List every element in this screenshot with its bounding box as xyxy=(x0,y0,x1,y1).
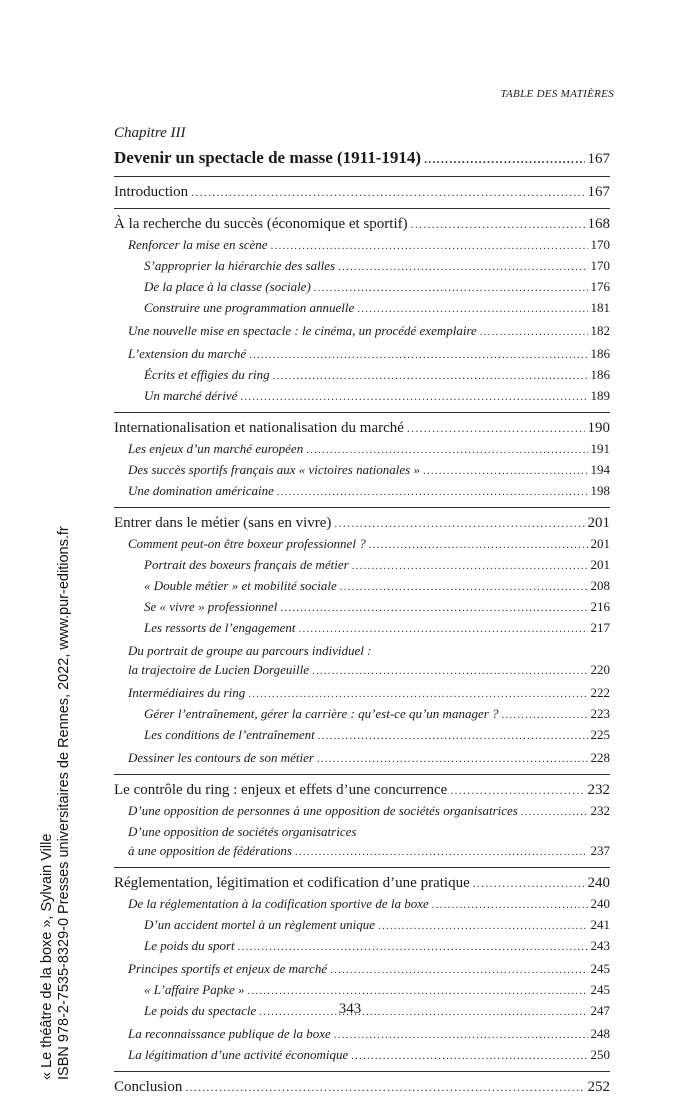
toc-entry-text: Dessiner les contours de son métier xyxy=(128,750,314,765)
toc-entry-page: 186 xyxy=(590,367,610,382)
toc-entry-subsub xyxy=(114,576,610,597)
toc-entry-page: 201 xyxy=(590,536,610,551)
toc-entry-text: Conclusion xyxy=(114,1079,183,1095)
page-number: 343 xyxy=(338,1001,362,1017)
toc-entry-text: Gérer l’entraînement, gérer la carrière : qu’est-ce qu’un manager ? xyxy=(144,706,499,721)
toc-entry-page: 186 xyxy=(590,346,610,361)
leader-dots xyxy=(352,557,588,576)
toc-entry-text: Principes sportifs et enjeux de marché xyxy=(128,961,328,976)
toc-entry-sub-continued: Du portrait de groupe au parcours individuel : xyxy=(128,643,372,658)
leader-dots xyxy=(521,803,588,822)
leader-dots xyxy=(411,214,585,235)
toc-entry-page: 237 xyxy=(590,843,610,858)
leader-dots xyxy=(338,258,587,277)
chapter-title-row xyxy=(114,146,610,171)
toc-entry-main xyxy=(114,418,610,439)
toc-entry-sub xyxy=(114,660,610,681)
toc-entry-subsub xyxy=(114,277,610,298)
toc-entry-sub xyxy=(114,1024,610,1045)
leader-dots xyxy=(248,982,588,1001)
leader-dots xyxy=(299,620,588,639)
toc-entry-sub-continued: D’une opposition de sociétés organisatrices xyxy=(128,824,357,839)
toc-entry-text: Internationalisation et nationalisation du marché xyxy=(114,420,404,436)
leader-dots xyxy=(334,1026,588,1045)
toc-entry-text: L’extension du marché xyxy=(128,346,247,361)
leader-dots xyxy=(450,780,584,801)
leader-dots xyxy=(351,1047,587,1066)
toc-entry-text: De la place à la classe (sociale) xyxy=(144,279,311,294)
toc-entry-page: 216 xyxy=(590,599,610,614)
toc-entry-sub xyxy=(114,801,610,822)
toc-entry-page: 201 xyxy=(590,557,610,572)
toc-entry-page: 232 xyxy=(587,782,610,798)
toc-entry-sub xyxy=(114,344,610,365)
toc-entry-text: Réglementation, légitimation et codification d’une pratique xyxy=(114,875,470,891)
leader-dots xyxy=(318,727,588,746)
toc-entry-page: 181 xyxy=(590,300,610,315)
leader-dots xyxy=(432,896,588,915)
leader-dots xyxy=(473,873,585,894)
divider xyxy=(114,208,610,209)
leader-dots xyxy=(502,706,588,725)
leader-dots xyxy=(273,367,588,386)
leader-dots xyxy=(334,513,584,534)
toc-entry-text: Les enjeux d’un marché européen xyxy=(128,441,304,456)
toc-entry-text: S’approprier la hiérarchie des salles xyxy=(144,258,336,273)
toc-entry-sub xyxy=(114,748,610,769)
toc-entry-page: 240 xyxy=(587,875,610,891)
toc-entry-sub xyxy=(114,481,610,502)
running-head: TABLE DES MATIÈRES xyxy=(500,88,614,100)
leader-dots xyxy=(423,462,588,481)
leader-dots xyxy=(185,1077,584,1098)
toc-entry-text: Portrait des boxeurs français de métier xyxy=(144,557,349,572)
toc-entry-page: 208 xyxy=(590,578,610,593)
toc-entry-page: 243 xyxy=(590,938,610,953)
toc-entry-subsub xyxy=(114,256,610,277)
toc-entry-text: à une opposition de fédérations xyxy=(128,843,292,858)
toc-entry-page: 182 xyxy=(590,323,610,338)
leader-dots xyxy=(378,917,587,936)
toc-entry-subsub xyxy=(114,618,610,639)
toc-entry-page: 232 xyxy=(590,803,610,818)
leader-dots xyxy=(424,147,584,171)
toc-entry-page: 248 xyxy=(590,1026,610,1041)
toc-entry-page: 167 xyxy=(587,184,610,200)
divider xyxy=(114,774,610,775)
toc-entry-text: Une nouvelle mise en spectacle : le cinéma, un procédé exemplaire xyxy=(128,323,477,338)
toc-entry-page: 220 xyxy=(590,662,610,677)
toc-entry-text: Intermédiaires du ring xyxy=(128,685,246,700)
divider xyxy=(114,176,610,177)
toc-entry-text: Entrer dans le métier (sans en vivre) xyxy=(114,515,332,531)
toc-entry-sub xyxy=(114,683,610,704)
toc-entry-text: Se « vivre » professionnel xyxy=(144,599,278,614)
leader-dots xyxy=(340,578,588,597)
chapter-title-page: 167 xyxy=(587,151,610,167)
leader-dots xyxy=(312,662,588,681)
toc-entry-sub xyxy=(114,235,610,256)
toc-entry-text: À la recherche du succès (économique et sportif) xyxy=(114,216,408,232)
leader-dots xyxy=(191,182,584,203)
toc-entry-main xyxy=(114,1077,610,1098)
toc-entry-sub xyxy=(114,321,610,342)
toc-entry-page: 189 xyxy=(590,388,610,403)
toc-entry-sub xyxy=(114,959,610,980)
leader-dots xyxy=(314,279,588,298)
toc-entry-text: Renforcer la mise en scène xyxy=(128,237,268,252)
toc-entry-page: 168 xyxy=(587,216,610,232)
toc-entry-text: La légitimation d’une activité économique xyxy=(128,1047,349,1062)
toc-entry-subsub xyxy=(114,365,610,386)
toc-entry-text: La reconnaissance publique de la boxe xyxy=(128,1026,331,1041)
chapter-label: Chapitre III xyxy=(114,125,186,141)
divider xyxy=(114,867,610,868)
toc-entry-text: Le poids du spectacle xyxy=(144,1003,257,1018)
leader-dots xyxy=(317,750,588,769)
toc-entry-text: la trajectoire de Lucien Dorgeuille xyxy=(128,662,309,677)
toc-entry-sub xyxy=(114,534,610,555)
side-credit xyxy=(39,526,90,1080)
toc-entry-main xyxy=(114,182,610,203)
toc-entry-page: 225 xyxy=(590,727,610,742)
toc-entry-text: D’une opposition de personnes à une opposition de sociétés organisatrices xyxy=(128,803,518,818)
toc-entry-subsub xyxy=(114,915,610,936)
toc-entry-page: 194 xyxy=(590,462,610,477)
leader-dots xyxy=(238,938,588,957)
leader-dots xyxy=(240,388,587,407)
toc-entry-text: Introduction xyxy=(114,184,189,200)
toc-entry-page: 228 xyxy=(590,750,610,765)
toc-entry-sub xyxy=(114,1045,610,1066)
toc-entry-page: 245 xyxy=(590,982,610,997)
toc-entry-text: « Double métier » et mobilité sociale xyxy=(144,578,337,593)
toc-entry-page: 245 xyxy=(590,961,610,976)
toc-entry-sub xyxy=(114,439,610,460)
toc-entry-page: 191 xyxy=(590,441,610,456)
toc-entry-sub xyxy=(114,894,610,915)
chapter-title: Devenir un spectacle de masse (1911-1914) xyxy=(114,148,422,167)
toc-entry-text: D’un accident mortel à un règlement unique xyxy=(144,917,376,932)
divider xyxy=(114,507,610,508)
toc-entry-text: « L’affaire Papke » xyxy=(144,982,245,997)
toc-entry-text: Une domination américaine xyxy=(128,483,274,498)
leader-dots xyxy=(306,441,587,460)
toc-entry-page: 240 xyxy=(590,896,610,911)
leader-dots xyxy=(248,685,587,704)
leader-dots xyxy=(277,483,588,502)
divider xyxy=(114,1071,610,1072)
toc-entry-subsub xyxy=(114,704,610,725)
toc-entry-text: Un marché dérivé xyxy=(144,388,238,403)
toc-entry-page: 250 xyxy=(590,1047,610,1062)
leader-dots xyxy=(280,599,587,618)
leader-dots xyxy=(480,323,588,342)
toc-entry-page: 247 xyxy=(590,1003,610,1018)
toc-entry-subsub xyxy=(114,980,610,1001)
toc-entry-main xyxy=(114,780,610,801)
toc-entry-page: 223 xyxy=(590,706,610,721)
leader-dots xyxy=(330,961,587,980)
leader-dots xyxy=(357,300,587,319)
leader-dots xyxy=(295,843,588,862)
toc-entry-subsub xyxy=(114,386,610,407)
toc-entry-page: 190 xyxy=(587,420,610,436)
toc-entry-text: Écrits et effigies du ring xyxy=(144,367,270,382)
toc-entry-page: 201 xyxy=(587,515,610,531)
leader-dots xyxy=(407,418,585,439)
toc-entry-page: 252 xyxy=(587,1079,610,1095)
toc-entry-page: 217 xyxy=(590,620,610,635)
leader-dots xyxy=(369,536,588,555)
toc-entry-subsub xyxy=(114,555,610,576)
toc-entry-main xyxy=(114,873,610,894)
toc-entry-text: Construire une programmation annuelle xyxy=(144,300,355,315)
toc-entry-text: Le poids du sport xyxy=(144,938,235,953)
toc-entry-page: 222 xyxy=(590,685,610,700)
toc-entry-page: 170 xyxy=(590,237,610,252)
toc-entry-sub xyxy=(114,841,610,862)
toc-entry-page: 241 xyxy=(590,917,610,932)
toc-entry-page: 176 xyxy=(590,279,610,294)
toc-entry-text: Des succès sportifs français aux « victoires nationales » xyxy=(128,462,420,477)
table-of-contents xyxy=(114,146,610,1098)
toc-entry-subsub xyxy=(114,725,610,746)
toc-entry-page: 170 xyxy=(590,258,610,273)
divider xyxy=(114,412,610,413)
toc-entry-subsub xyxy=(114,298,610,319)
side-credit-line-2: ISBN 978-2-7535-8329-0 Presses universitaires de Rennes, 2022, www.pur-editions.fr xyxy=(56,526,72,1080)
toc-entry-subsub xyxy=(114,936,610,957)
leader-dots xyxy=(249,346,587,365)
toc-entry-text: Le contrôle du ring : enjeux et effets d’une concurrence xyxy=(114,782,448,798)
toc-entry-subsub xyxy=(114,597,610,618)
toc-entry-main xyxy=(114,214,610,235)
toc-entry-sub xyxy=(114,460,610,481)
toc-entry-text: Comment peut-on être boxeur professionnel ? xyxy=(128,536,366,551)
toc-entry-page: 198 xyxy=(590,483,610,498)
toc-entry-text: De la réglementation à la codification sportive de la boxe xyxy=(128,896,429,911)
leader-dots xyxy=(271,237,588,256)
toc-entry-text: Les conditions de l’entraînement xyxy=(144,727,315,742)
side-credit-line-1: « Le théâtre de la boxe », Sylvain Ville xyxy=(39,833,55,1080)
toc-entry-main xyxy=(114,513,610,534)
toc-entry-text: Les ressorts de l’engagement xyxy=(144,620,296,635)
